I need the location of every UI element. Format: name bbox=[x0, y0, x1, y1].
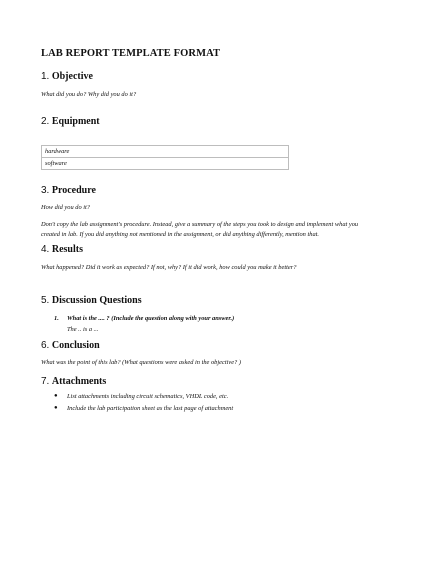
section-name: Discussion Questions bbox=[51, 295, 142, 306]
procedure-text-line: created in lab. If you did anything not mentioned in the assignment, or did anything differently, mention that. bbox=[41, 231, 320, 238]
bullet-icon: ● bbox=[54, 393, 58, 399]
question-text: What is the .... ? (Include the question along with your answer.) bbox=[67, 315, 235, 322]
question-number: 1. bbox=[54, 315, 59, 322]
section-heading-procedure bbox=[41, 185, 96, 196]
section-number: 6. bbox=[41, 340, 50, 351]
equipment-table bbox=[41, 145, 289, 170]
document-title: LAB REPORT TEMPLATE FORMAT bbox=[41, 48, 221, 59]
section-heading-objective bbox=[41, 71, 93, 82]
section-number: 3. bbox=[41, 185, 50, 196]
list-item: List attachments including circuit schematics, VHDL code, etc. bbox=[67, 393, 229, 400]
answer-text: The .. is a ... bbox=[67, 326, 99, 333]
list-item: Include the lab participation sheet as the last page of attachment bbox=[67, 405, 234, 412]
section-name: Equipment bbox=[51, 116, 100, 127]
results-text: What happened? Did it work as expected? If not, why? If it did work, how could you make it better? bbox=[41, 264, 297, 271]
section-heading-attachments bbox=[41, 376, 106, 387]
section-name: Results bbox=[51, 244, 83, 255]
table-row bbox=[42, 158, 289, 170]
section-number: 1. bbox=[41, 71, 50, 82]
bullet-icon: ● bbox=[54, 405, 58, 411]
section-name: Procedure bbox=[51, 185, 96, 196]
section-name: Objective bbox=[51, 71, 93, 82]
section-heading-conclusion bbox=[41, 340, 100, 351]
procedure-text-line: How did you do it? bbox=[41, 204, 90, 211]
section-number: 2. bbox=[41, 116, 50, 127]
section-number: 5. bbox=[41, 295, 50, 306]
table-cell: software bbox=[42, 158, 289, 170]
section-heading-discussion bbox=[41, 295, 142, 306]
table-row bbox=[42, 146, 289, 158]
section-number: 7. bbox=[41, 376, 50, 387]
section-number: 4. bbox=[41, 244, 50, 255]
procedure-text-line: Don't copy the lab assignment's procedure. Instead, give a summary of the steps you took to design and implement what you bbox=[41, 221, 359, 228]
section-name: Attachments bbox=[51, 376, 107, 387]
objective-text: What did you do? Why did you do it? bbox=[41, 91, 137, 98]
section-name: Conclusion bbox=[51, 340, 100, 351]
section-heading-results bbox=[41, 244, 83, 255]
table-cell: hardware bbox=[42, 146, 289, 158]
conclusion-text: What was the point of this lab? (What questions were asked in the objective? ) bbox=[41, 359, 241, 366]
section-heading-equipment bbox=[41, 116, 100, 127]
